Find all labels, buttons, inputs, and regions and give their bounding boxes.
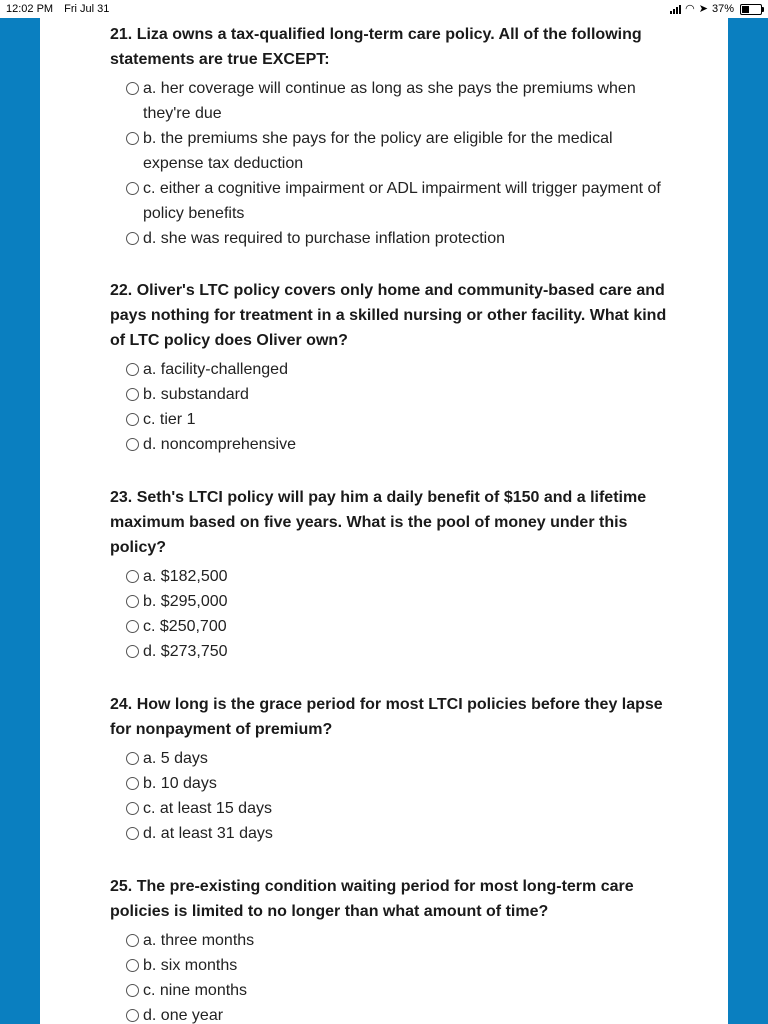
option-a[interactable] (126, 746, 670, 771)
option-label: d. she was required to purchase inflation protection (143, 230, 505, 247)
question-title: 23. Seth's LTCI policy will pay him a daily benefit of $150 and a lifetime maximum based on five years. What is the pool of money under this policy? (110, 489, 647, 556)
option-d[interactable] (126, 1003, 670, 1024)
option-d[interactable] (126, 639, 670, 664)
option-label: c. at least 15 days (143, 800, 272, 817)
radio-button[interactable] (126, 645, 139, 658)
option-d[interactable] (126, 226, 670, 251)
question-title: 22. Oliver's LTC policy covers only home and community-based care and pays nothing for treatment in a skilled nursing or other facility. What kind of LTC policy does Oliver own? (110, 282, 667, 349)
option-label: d. one year (143, 1007, 224, 1024)
radio-button[interactable] (126, 132, 139, 145)
option-a[interactable] (126, 928, 670, 953)
question-title: 25. The pre-existing condition waiting period for most long-term care policies is limited to no longer than what amount of time? (110, 878, 634, 920)
radio-button[interactable] (126, 827, 139, 840)
option-label: d. at least 31 days (143, 825, 273, 842)
option-b[interactable] (126, 382, 670, 407)
question-25 (110, 874, 670, 1024)
option-d[interactable] (126, 821, 670, 846)
radio-button[interactable] (126, 388, 139, 401)
radio-button[interactable] (126, 984, 139, 997)
radio-button[interactable] (126, 620, 139, 633)
option-label: c. tier 1 (143, 411, 196, 428)
radio-button[interactable] (126, 232, 139, 245)
radio-button[interactable] (126, 1009, 139, 1022)
option-b[interactable] (126, 953, 670, 978)
option-label: b. $295,000 (143, 593, 228, 610)
radio-button[interactable] (126, 934, 139, 947)
option-label: b. 10 days (143, 775, 217, 792)
question-22 (110, 278, 670, 457)
option-label: d. noncomprehensive (143, 436, 296, 453)
option-label: c. $250,700 (143, 618, 227, 635)
option-c[interactable] (126, 176, 670, 226)
battery-fill (742, 6, 749, 13)
radio-button[interactable] (126, 82, 139, 95)
battery-icon (740, 4, 762, 15)
option-c[interactable] (126, 614, 670, 639)
status-right (670, 0, 762, 18)
option-label: a. facility-challenged (143, 361, 288, 378)
option-c[interactable] (126, 978, 670, 1003)
radio-button[interactable] (126, 595, 139, 608)
question-23 (110, 485, 670, 664)
option-b[interactable] (126, 126, 670, 176)
radio-button[interactable] (126, 777, 139, 790)
status-date: Fri Jul 31 (64, 3, 110, 15)
option-b[interactable] (126, 589, 670, 614)
radio-button[interactable] (126, 959, 139, 972)
option-c[interactable] (126, 407, 670, 432)
location-icon: ➤ (698, 3, 708, 15)
option-d[interactable] (126, 432, 670, 457)
option-a[interactable] (126, 357, 670, 382)
option-label: b. six months (143, 957, 238, 974)
option-label: a. three months (143, 932, 255, 949)
radio-button[interactable] (126, 413, 139, 426)
radio-button[interactable] (126, 182, 139, 195)
option-label: a. her coverage will continue as long as she pays the premiums when they're due (143, 80, 636, 122)
radio-button[interactable] (126, 570, 139, 583)
option-label: a. 5 days (143, 750, 208, 767)
status-time: 12:02 PM (6, 3, 54, 15)
option-a[interactable] (126, 564, 670, 589)
option-a[interactable] (126, 76, 670, 126)
radio-button[interactable] (126, 438, 139, 451)
option-label: b. the premiums she pays for the policy are eligible for the medical expense tax deduction (143, 130, 613, 172)
question-title: 21. Liza owns a tax-qualified long-term care policy. All of the following statements are true EXCEPT: (110, 26, 642, 68)
radio-button[interactable] (126, 802, 139, 815)
option-label: b. substandard (143, 386, 249, 403)
radio-button[interactable] (126, 363, 139, 376)
signal-icon (670, 4, 681, 14)
status-bar (0, 0, 768, 18)
quiz-page (40, 18, 728, 1024)
question-title: 24. How long is the grace period for most LTCI policies before they lapse for nonpayment of premium? (110, 696, 663, 738)
wifi-icon: ◠ (685, 3, 695, 15)
radio-button[interactable] (126, 752, 139, 765)
option-b[interactable] (126, 771, 670, 796)
option-label: c. nine months (143, 982, 248, 999)
option-label: a. $182,500 (143, 568, 228, 585)
option-c[interactable] (126, 796, 670, 821)
status-left (6, 0, 117, 18)
option-label: d. $273,750 (143, 643, 228, 660)
question-24 (110, 692, 670, 846)
battery-percent: 37% (711, 3, 734, 15)
question-21 (110, 22, 670, 251)
option-label: c. either a cognitive impairment or ADL impairment will trigger payment of policy benefits (143, 180, 661, 222)
